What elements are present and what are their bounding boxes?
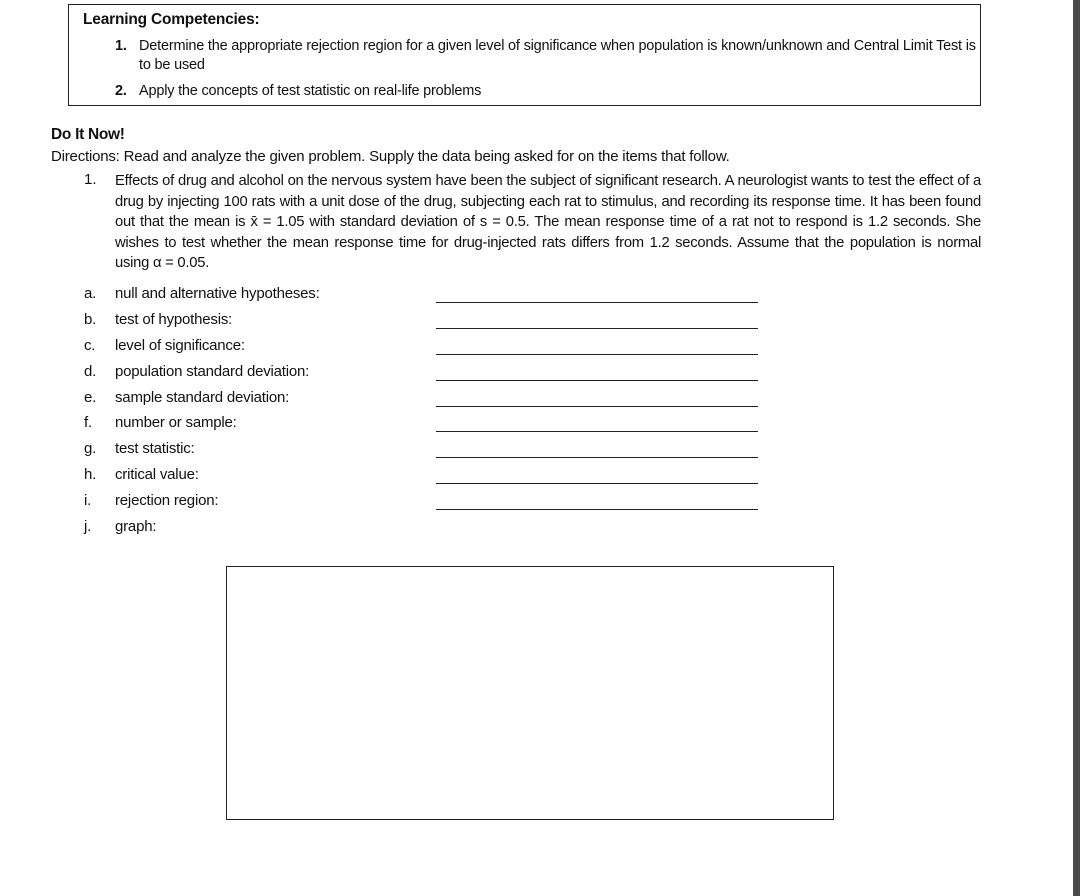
item-label: test of hypothesis:	[115, 311, 233, 328]
answer-item-f	[84, 414, 764, 436]
answer-item-e	[84, 389, 764, 411]
answer-item-i	[84, 492, 764, 514]
answer-item-d	[84, 363, 764, 385]
answer-line[interactable]	[436, 457, 758, 458]
competency-text: Apply the concepts of test statistic on real-life problems	[139, 83, 482, 99]
problem-text: Effects of drug and alcohol on the nervous system have been the subject of significant research. A neurologist wants to test the effect of a drug by injecting 100 rats with a unit dose of the drug, subjecting each rat to stimulus, and recording its response time. It has been found out that the mean is x̄ = 1.05 with standard deviation of s = 0.5. The mean response time of a rat not to respond is 1.2 seconds. She wishes to test whether the mean response time for drug-injected rats differs from 1.2 seconds. Assume that the population is normal using α = 0.05.	[115, 173, 981, 271]
answer-line[interactable]	[436, 406, 758, 407]
item-letter: h.	[84, 466, 97, 483]
problem-number: 1.	[84, 171, 97, 188]
answer-line[interactable]	[436, 302, 758, 303]
item-label: level of significance:	[115, 337, 245, 354]
item-label: null and alternative hypotheses:	[115, 285, 320, 302]
directions-text: Directions: Read and analyze the given problem. Supply the data being asked for on the items that follow.	[51, 148, 730, 165]
competency-number: 1.	[115, 38, 127, 54]
item-letter: d.	[84, 363, 97, 380]
item-letter: i.	[84, 492, 92, 509]
answer-item-b	[84, 311, 764, 333]
answer-item-g	[84, 440, 764, 462]
graph-answer-box[interactable]	[226, 566, 834, 820]
answer-line[interactable]	[436, 431, 758, 432]
item-label: sample standard deviation:	[115, 389, 290, 406]
item-label: test statistic:	[115, 440, 195, 457]
answer-line[interactable]	[436, 483, 758, 484]
item-letter: c.	[84, 337, 96, 354]
answer-item-h	[84, 466, 764, 488]
item-letter: f.	[84, 414, 92, 431]
item-letter: j.	[84, 518, 92, 535]
competency-text: Determine the appropriate rejection region for a given level of significance when population is known/unknown and Central Limit Test is to be used	[139, 38, 976, 73]
learning-competencies-title: Learning Competencies:	[83, 11, 260, 28]
item-letter: b.	[84, 311, 97, 328]
item-letter: e.	[84, 389, 97, 406]
answer-line[interactable]	[436, 509, 758, 510]
answer-line[interactable]	[436, 328, 758, 329]
item-letter: a.	[84, 285, 97, 302]
answer-item-a	[84, 285, 764, 307]
answer-line[interactable]	[436, 380, 758, 381]
item-label: graph:	[115, 518, 157, 535]
item-letter: g.	[84, 440, 97, 457]
item-label: critical value:	[115, 466, 199, 483]
item-label: rejection region:	[115, 492, 219, 509]
learning-competencies-box	[68, 4, 981, 106]
answer-line[interactable]	[436, 354, 758, 355]
item-label: population standard deviation:	[115, 363, 310, 380]
item-label: number or sample:	[115, 414, 237, 431]
answer-item-c	[84, 337, 764, 359]
answer-item-j	[84, 518, 764, 540]
page-edge	[1073, 0, 1080, 896]
competency-number: 2.	[115, 83, 127, 99]
do-it-now-title: Do It Now!	[51, 126, 125, 143]
